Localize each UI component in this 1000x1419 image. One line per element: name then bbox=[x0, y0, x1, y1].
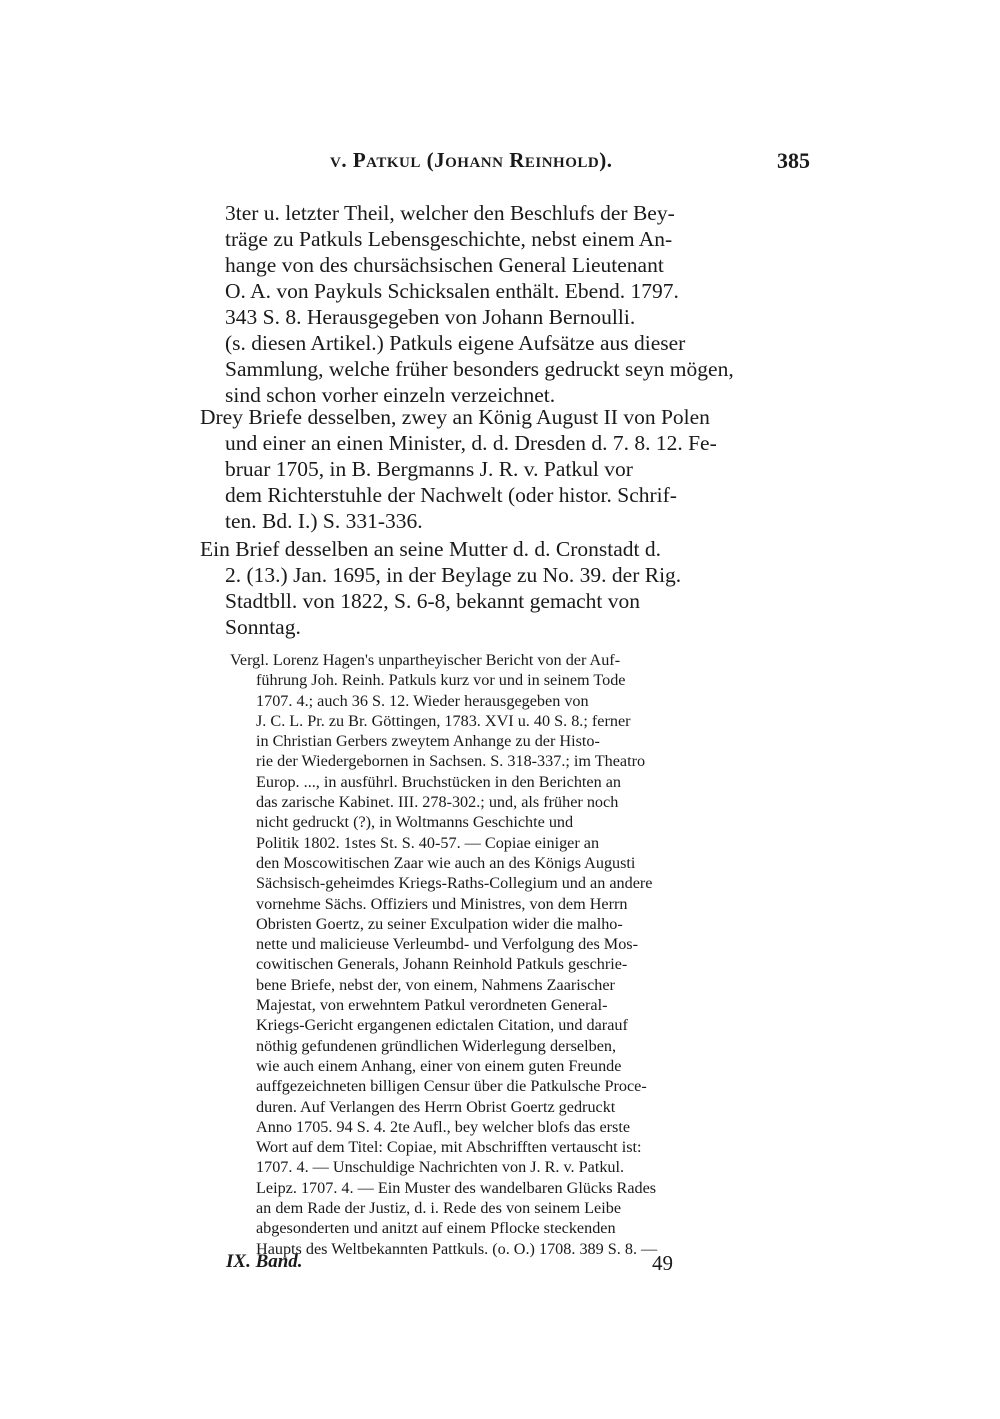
entry-continuation bbox=[200, 200, 812, 408]
page-number: 385 bbox=[777, 148, 810, 173]
text-line: Ein Brief desselben an seine Mutter d. d. Cronstadt d. bbox=[200, 537, 661, 561]
text-line: Sammlung, welche früher besonders gedruckt seyn mögen, bbox=[225, 357, 734, 381]
note-line: duren. Auf Verlangen des Herrn Obrist Goertz gedruckt bbox=[256, 1097, 616, 1116]
note-line: Majestat, von erwehntem Patkul verordneten General- bbox=[256, 996, 608, 1015]
note-line: Vergl. Lorenz Hagen's unpartheyischer Bericht von der Auf- bbox=[230, 651, 621, 669]
note-line: vornehme Sächs. Offiziers und Ministres, von dem Herrn bbox=[256, 894, 628, 913]
entry-ein-brief bbox=[200, 536, 812, 640]
text-line: 3ter u. letzter Theil, welcher den Beschlufs der Bey- bbox=[225, 201, 675, 225]
note-line: auffgezeichneten billigen Censur über die Patkulsche Proce- bbox=[256, 1077, 647, 1096]
note-line: nette und malicieuse Verleumbd- und Verfolgung des Mos- bbox=[256, 935, 638, 954]
volume-signature: IX. Band. bbox=[226, 1251, 303, 1272]
note-line: Anno 1705. 94 S. 4. 2te Aufl., bey welcher blofs das erste bbox=[256, 1117, 631, 1136]
note-line: bene Briefe, nebst der, von einem, Nahmens Zaarischer bbox=[256, 975, 615, 994]
note-line: Leipz. 1707. 4. — Ein Muster des wandelbaren Glücks Rades bbox=[256, 1178, 657, 1197]
note-line: J. C. L. Pr. zu Br. Göttingen, 1783. XVI u. 40 S. 8.; ferner bbox=[256, 711, 631, 730]
note-line: den Moscowitischen Zaar wie auch an des Königs Augusti bbox=[256, 853, 636, 872]
note-line: 1707. 4. — Unschuldige Nachrichten von J. R. v. Patkul. bbox=[256, 1158, 625, 1177]
note-line: nicht gedruckt (?), in Woltmanns Geschichte und bbox=[256, 813, 574, 832]
note-line: Europ. ..., in ausführl. Bruchstücken in den Berichten an bbox=[256, 772, 622, 791]
text-line: O. A. von Paykuls Schicksalen enthält. Ebend. 1797. bbox=[225, 279, 679, 303]
entry-drey-briefe bbox=[200, 404, 812, 534]
note-line: das zarische Kabinet. III. 278-302.; und, als früher noch bbox=[256, 793, 619, 812]
note-line: rie der Wiedergebornen in Sachsen. S. 318-337.; im Theatro bbox=[256, 752, 646, 771]
page-footer bbox=[226, 1251, 726, 1281]
text-line: Stadtbll. von 1822, S. 6-8, bekannt gemacht von bbox=[225, 589, 641, 613]
note-line: wie auch einem Anhang, einer von einem guten Freunde bbox=[256, 1056, 622, 1075]
note-line: Obristen Goertz, zu seiner Exculpation wider die malho- bbox=[256, 914, 623, 933]
note-line: nöthig gefundenen gründlichen Widerlegung derselben, bbox=[256, 1036, 617, 1055]
text-line: sind schon vorher einzeln verzeichnet. bbox=[225, 383, 556, 407]
note-line: Haupts des Weltbekannten Pattkuls. (o. O.) 1708. 389 S. 8. — bbox=[256, 1239, 658, 1258]
running-head: v. Patkul (Johann Reinhold). bbox=[330, 148, 613, 172]
sheet-number: 49 bbox=[652, 1251, 673, 1275]
note-line: abgesonderten und anitzt auf einem Pflocke steckenden bbox=[256, 1219, 616, 1238]
note-line: Kriegs-Gericht ergangenen edictalen Citation, und darauf bbox=[256, 1016, 628, 1035]
text-line: und einer an einen Minister, d. d. Dresden d. 7. 8. 12. Fe- bbox=[225, 431, 717, 455]
note-line: Wort auf dem Titel: Copiae, mit Abschrifften vertauscht ist: bbox=[256, 1138, 642, 1157]
text-line: Drey Briefe desselben, zwey an König August II von Polen bbox=[200, 405, 710, 429]
note-line: Politik 1802. 1stes St. S. 40-57. — Copiae einiger an bbox=[256, 833, 600, 852]
note-line: Sächsisch-geheimdes Kriegs-Raths-Collegium und an andere bbox=[256, 874, 653, 893]
note-line: cowitischen Generals, Johann Reinhold Patkuls geschrie- bbox=[256, 955, 628, 974]
page-header bbox=[222, 148, 810, 182]
note-line: in Christian Gerbers zweytem Anhange zu der Histo- bbox=[256, 732, 600, 751]
text-line: 2. (13.) Jan. 1695, in der Beylage zu No. 39. der Rig. bbox=[225, 563, 682, 587]
text-line: hange von des chursächsischen General Lieutenant bbox=[225, 253, 664, 277]
note-line: an dem Rade der Justiz, d. i. Rede des von seinem Leibe bbox=[256, 1199, 622, 1218]
text-line: ten. Bd. I.) S. 331-336. bbox=[225, 509, 423, 533]
text-line: bruar 1705, in B. Bergmanns J. R. v. Patkul vor bbox=[225, 457, 633, 481]
text-line: Sonntag. bbox=[225, 615, 301, 639]
text-line: träge zu Patkuls Lebensgeschichte, nebst einem An- bbox=[225, 227, 673, 251]
text-line: (s. diesen Artikel.) Patkuls eigene Aufsätze aus dieser bbox=[225, 331, 686, 355]
text-line: 343 S. 8. Herausgegeben von Johann Bernoulli. bbox=[225, 305, 636, 329]
text-line: dem Richterstuhle der Nachwelt (oder histor. Schrif- bbox=[225, 483, 677, 507]
reference-note bbox=[230, 650, 804, 1259]
note-line: 1707. 4.; auch 36 S. 12. Wieder herausgegeben von bbox=[256, 691, 589, 710]
note-line: führung Joh. Reinh. Patkuls kurz vor und in seinem Tode bbox=[256, 671, 626, 690]
